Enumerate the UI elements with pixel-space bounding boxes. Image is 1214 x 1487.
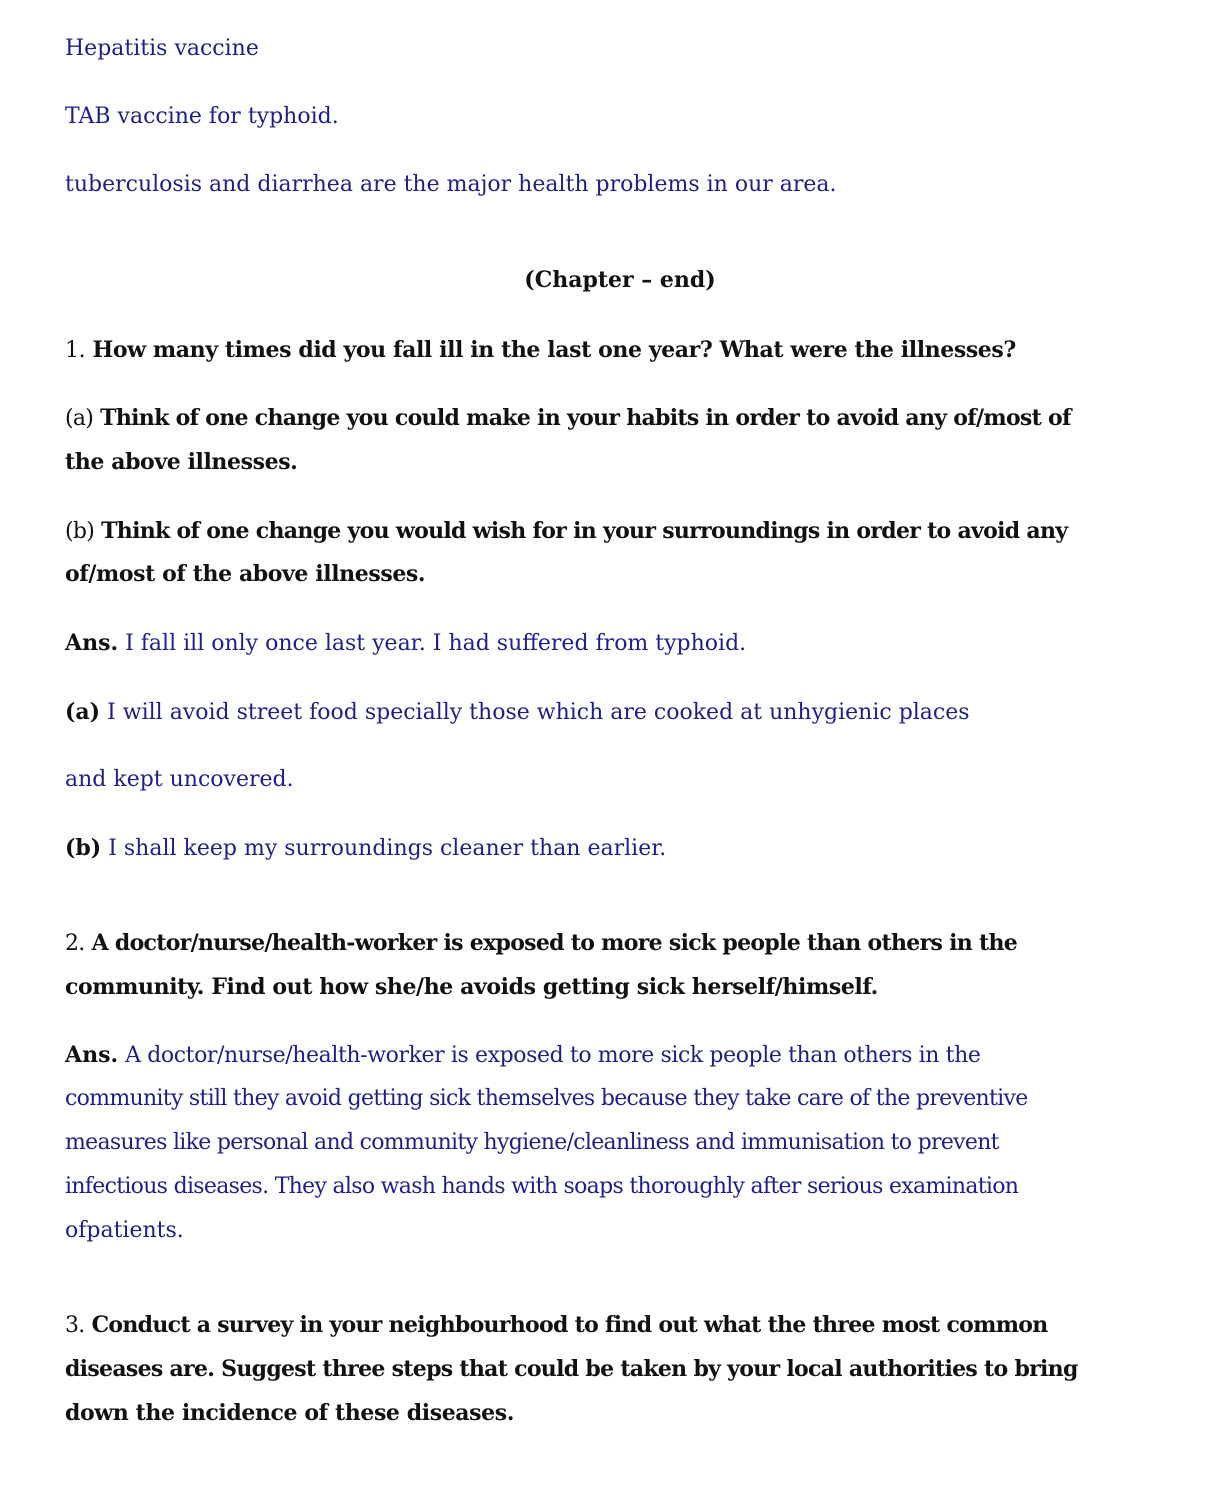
answer-1a-text: I will avoid street food specially those which are cooked at unhygienic places [107, 700, 970, 725]
intro-line-2: TAB vaccine for typhoid. [65, 104, 339, 129]
question-3-line-2: diseases are. Suggest three steps that could be taken by your local authorities to bring [65, 1356, 1078, 1382]
answer-1b-text: I shall keep my surroundings cleaner than earlier. [108, 836, 667, 861]
answer-2-line-5: ofpatients. [65, 1218, 184, 1243]
answer-1-label: Ans. [65, 630, 119, 656]
question-2-number: 2. [65, 931, 85, 956]
question-1b-text: Think of one change you would wish for in your surroundings in order to avoid any [101, 518, 1068, 544]
question-1a-line-1 [65, 407, 1071, 430]
question-1b-line-1 [65, 520, 1067, 543]
question-3-line-3: down the incidence of these diseases. [65, 1400, 514, 1426]
answer-2-label: Ans. [65, 1042, 119, 1068]
answer-2-line-1 [65, 1044, 980, 1067]
question-1b-label: (b) [65, 519, 95, 544]
question-1-text: How many times did you fall ill in the last one year? What were the illnesses? [92, 337, 1016, 363]
question-1a-text: Think of one change you could make in your habits in order to avoid any of/most of [100, 405, 1071, 431]
answer-1a-line-1 [65, 701, 970, 724]
question-1a-label: (a) [65, 406, 94, 431]
answer-2-line-3: measures like personal and community hygiene/cleanliness and immunisation to prevent [65, 1130, 999, 1155]
question-2-line-2: community. Find out how she/he avoids getting sick herself/himself. [65, 974, 878, 1000]
answer-2-line-2: community still they avoid getting sick themselves because they take care of the preventive [65, 1086, 1028, 1111]
question-2-line-1 [65, 932, 1017, 955]
question-1b-line-2: of/most of the above illnesses. [65, 561, 426, 587]
answer-1a-line-2: and kept uncovered. [65, 767, 294, 792]
answer-1 [65, 632, 746, 655]
answer-1-text: I fall ill only once last year. I had suffered from typhoid. [125, 631, 747, 656]
question-2-text: A doctor/nurse/health-worker is exposed to more sick people than others in the [91, 930, 1018, 956]
question-3-number: 3. [65, 1313, 85, 1338]
question-1a-line-2: the above illnesses. [65, 449, 298, 475]
intro-line-1: Hepatitis vaccine [65, 36, 259, 61]
intro-line-3: tuberculosis and diarrhea are the major health problems in our area. [65, 172, 837, 197]
answer-1b [65, 837, 666, 860]
question-3-line-1 [65, 1314, 1048, 1337]
question-3-text: Conduct a survey in your neighbourhood to find out what the three most common [91, 1312, 1048, 1338]
answer-2-line-4: infectious diseases. They also wash hands with soaps thoroughly after serious examination [65, 1174, 1019, 1199]
question-1 [65, 339, 1016, 362]
chapter-end-heading: (Chapter – end) [524, 267, 716, 293]
answer-1a-label: (a) [65, 699, 101, 725]
answer-2-text: A doctor/nurse/health-worker is exposed to more sick people than others in the [125, 1043, 981, 1068]
answer-1b-label: (b) [65, 835, 102, 861]
question-1-number: 1. [65, 338, 86, 363]
